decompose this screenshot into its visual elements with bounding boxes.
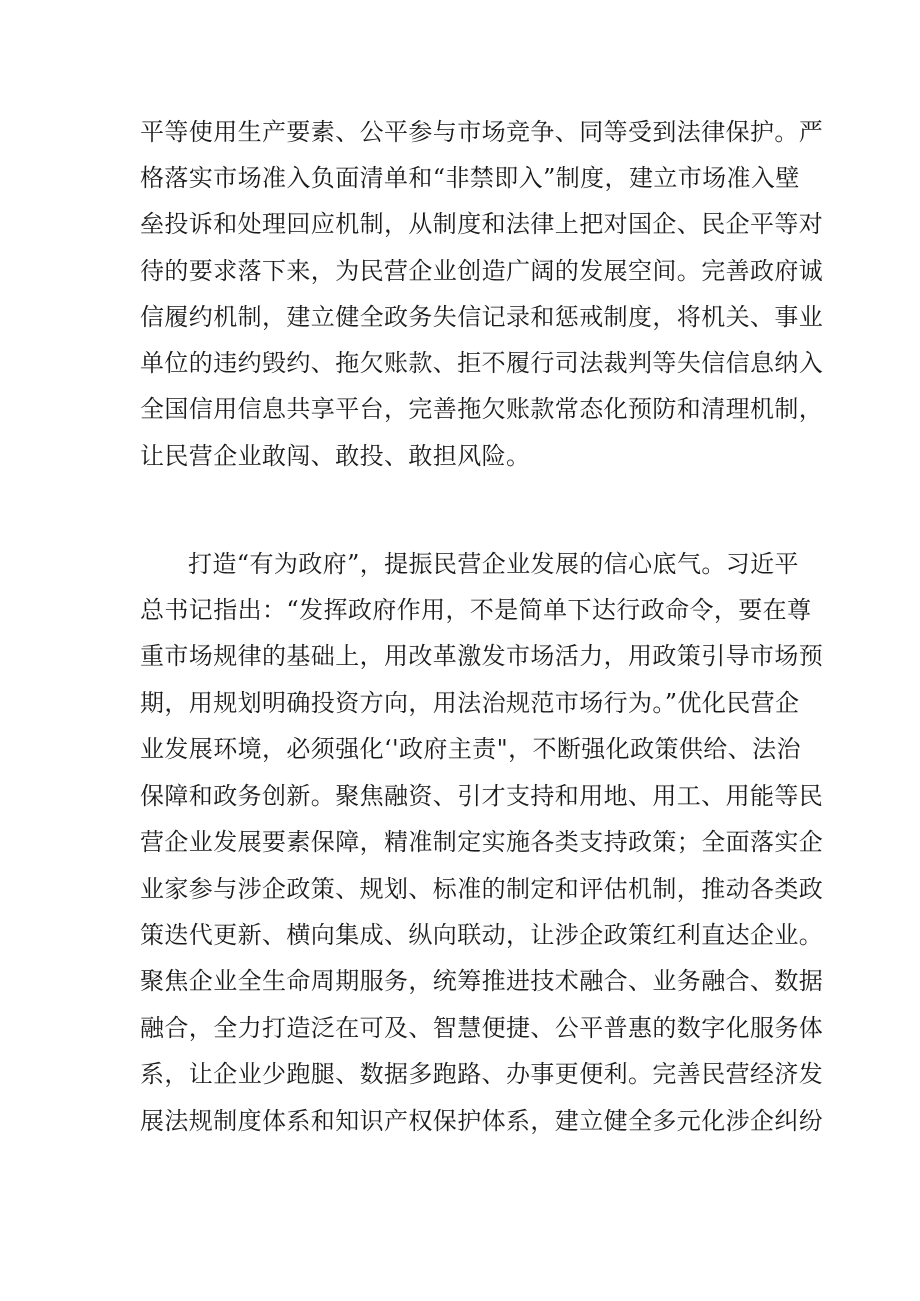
text-line: 展法规制度体系和知识产权保护体系，建立健全多元化涉企纠纷 bbox=[140, 1107, 824, 1135]
text-line: 策迭代更新、横向集成、纵向联动，让涉企政策红利直达企业。 bbox=[140, 921, 824, 949]
text-line: 让民营企业敢闯、敢投、敢担风险。 bbox=[140, 442, 531, 470]
text-line: 聚焦企业全生命周期服务，统筹推进技术融合、业务融合、数据 bbox=[140, 967, 824, 995]
text-line: 业发展环境，必须强化‘'政府主责"，不断强化政策供给、法治 bbox=[140, 735, 801, 763]
text-line: 总书记指出：“发挥政府作用，不是简单下达行政命令，要在尊 bbox=[140, 596, 812, 624]
text-line: 营企业发展要素保障，精准制定实施各类支持政策；全面落实企 bbox=[140, 828, 824, 856]
text-line: 期，用规划明确投资方向，用法治规范市场行为。”优化民营企 bbox=[140, 689, 800, 717]
text-line: 重市场规律的基础上，用改革激发市场活力，用政策引导市场预 bbox=[140, 642, 824, 670]
text-line: 保障和政务创新。聚焦融资、引才支持和用地、用工、用能等民 bbox=[140, 782, 824, 810]
text-line: 待的要求落下来，为民营企业创造广阔的发展空间。完善政府诚 bbox=[140, 257, 824, 285]
text-line: 平等使用生产要素、公平参与市场竞争、同等受到法律保护。严 bbox=[140, 118, 824, 146]
text-line: 格落实市场准入负面清单和“非禁即入”制度，建立市场准入壁 bbox=[140, 164, 800, 192]
text-line: 业家参与涉企政策、规划、标准的制定和评估机制，推动各类政 bbox=[140, 875, 824, 903]
text-line: 信履约机制，建立健全政务失信记录和惩戒制度，将机关、事业 bbox=[140, 303, 824, 331]
text-line: 垒投诉和处理回应机制，从制度和法律上把对国企、民企平等对 bbox=[140, 210, 824, 238]
text-line: 系，让企业少跑腿、数据多跑路、办事更便利。完善民营经济发 bbox=[140, 1060, 824, 1088]
text-line: 全国信用信息共享平台，完善拖欠账款常态化预防和清理机制， bbox=[140, 395, 824, 423]
text-line: 打造“有为政府”，提振民营企业发展的信心底气。习近平 bbox=[188, 550, 799, 578]
text-line: 单位的违约毁约、拖欠账款、拒不履行司法裁判等失信信息纳入 bbox=[140, 349, 824, 377]
text-line: 融合，全力打造泛在可及、智慧便捷、公平普惠的数字化服务体 bbox=[140, 1014, 824, 1042]
